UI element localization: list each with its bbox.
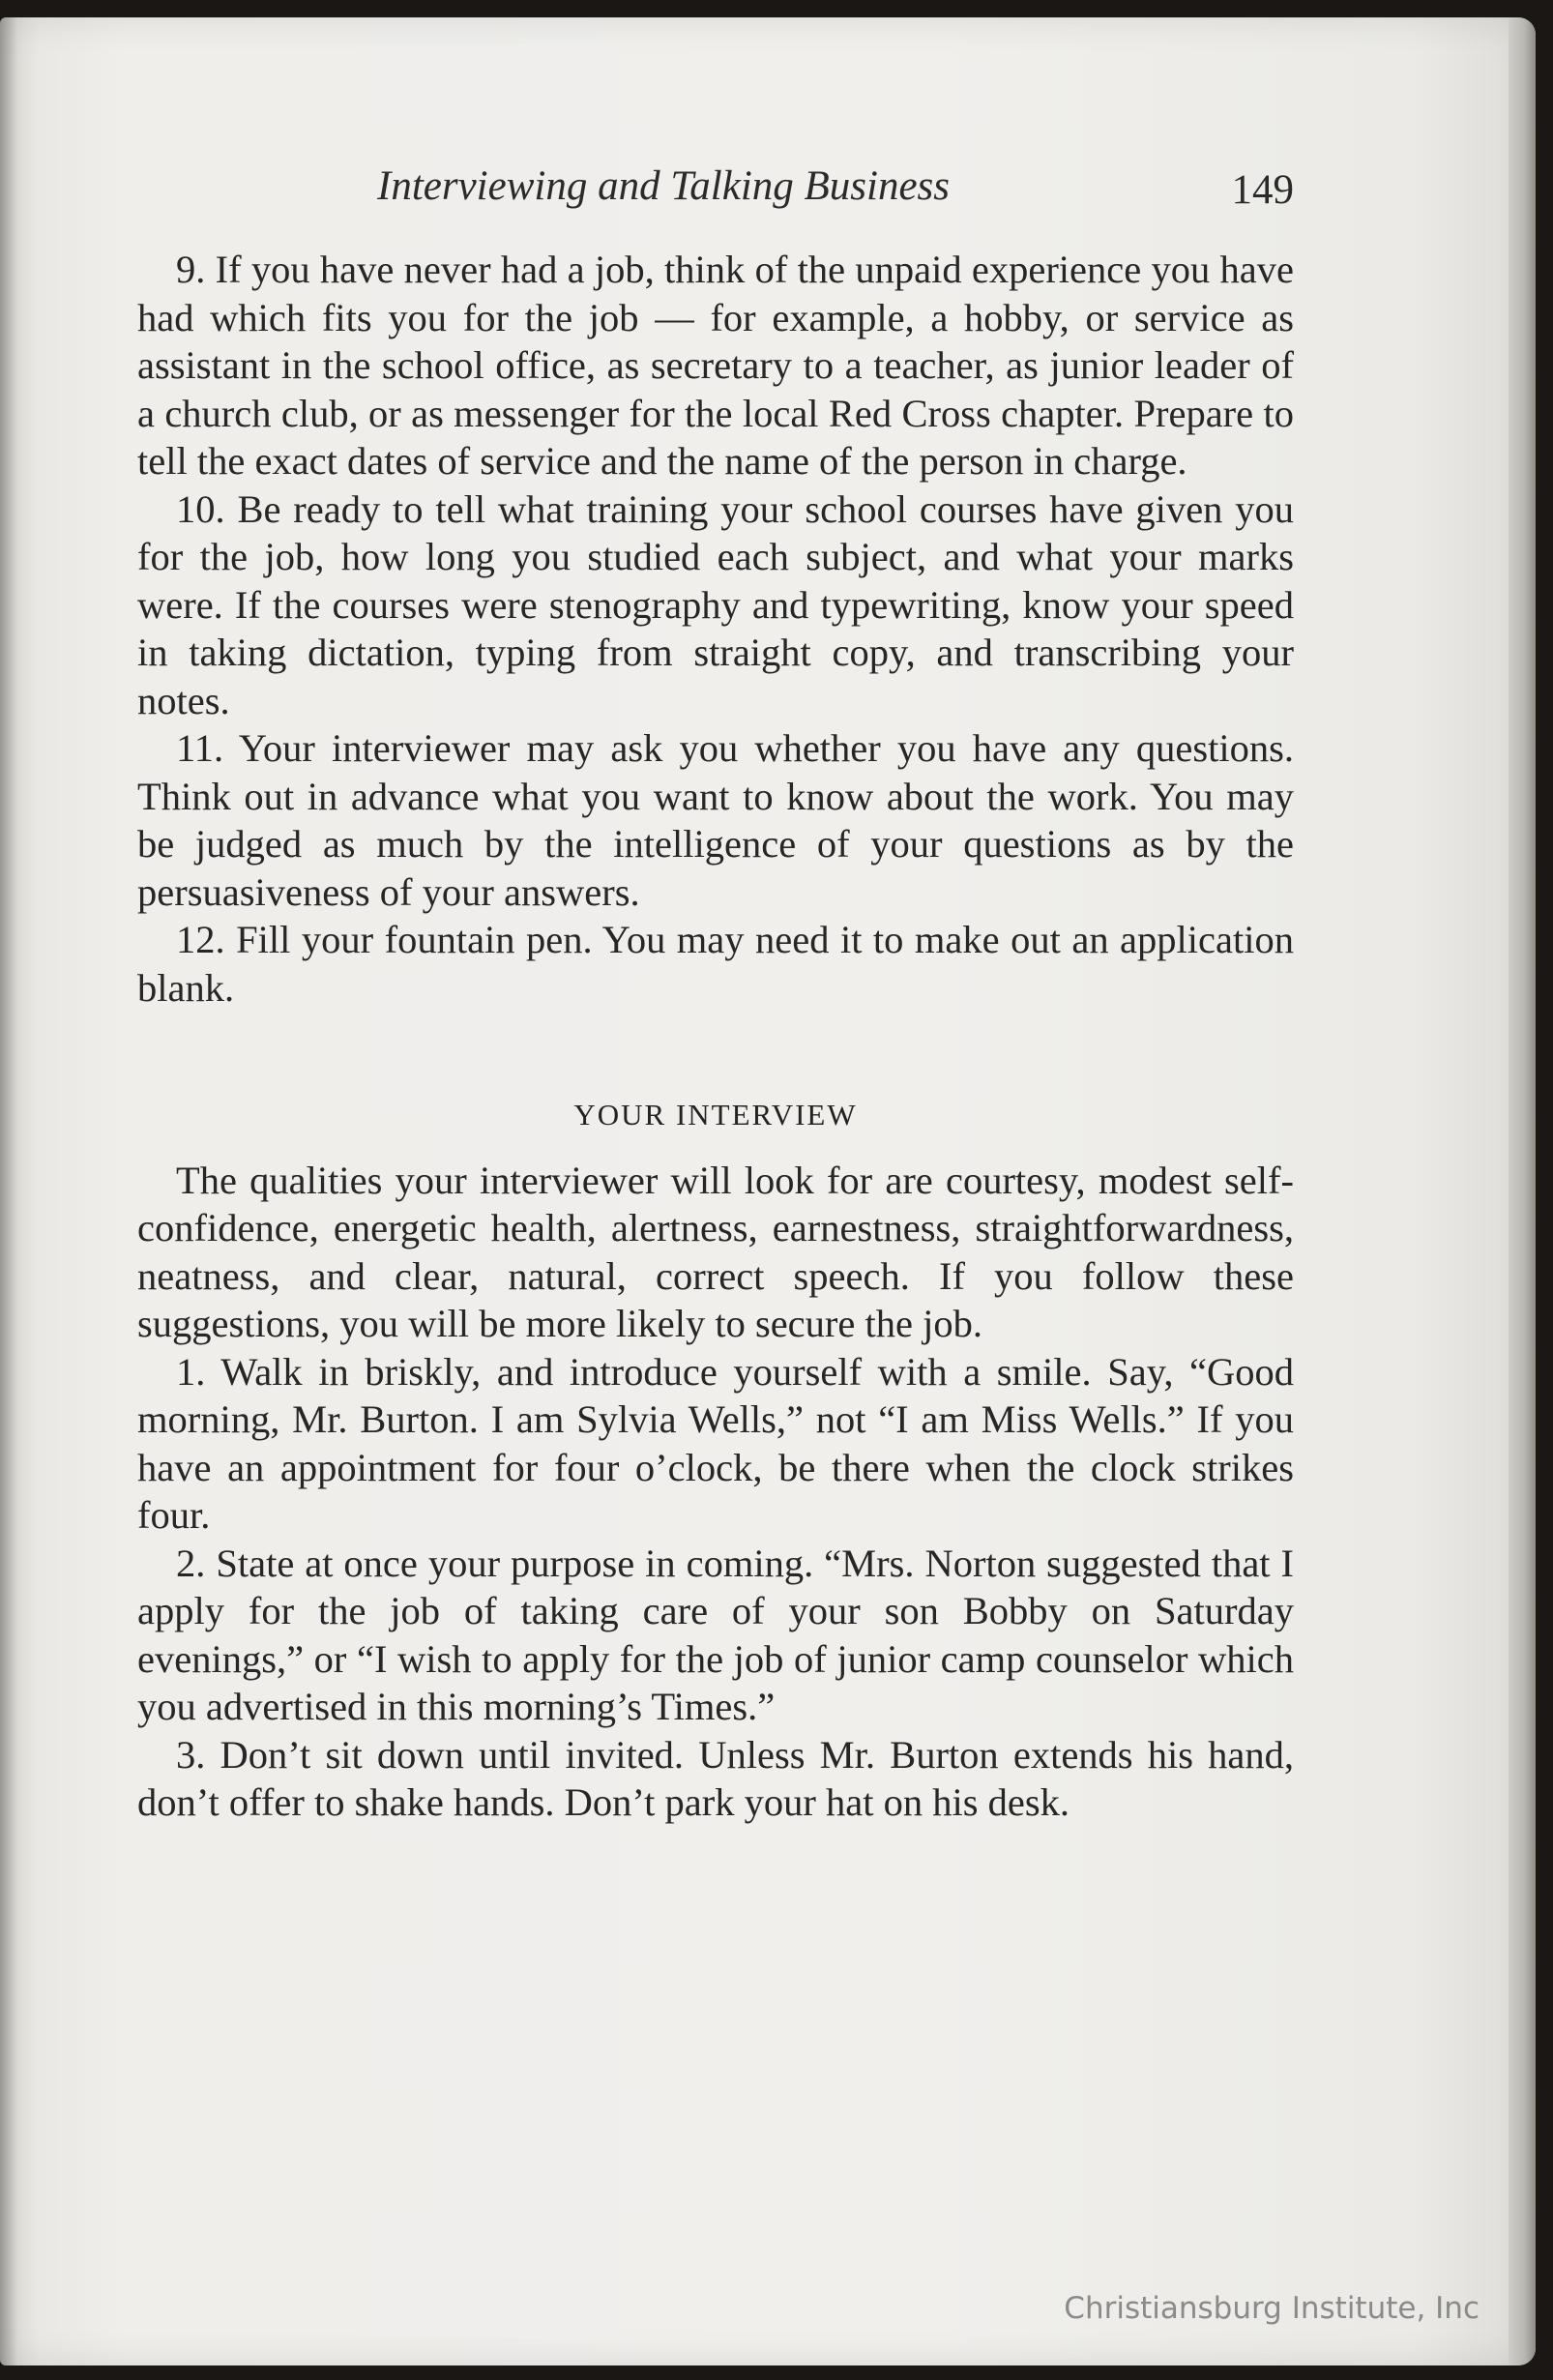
running-head-title: Interviewing and Talking Business (377, 163, 951, 209)
page-edge (1509, 17, 1536, 2365)
body-text (137, 246, 1294, 1827)
step-3: 3. Don’t sit down until invited. Unless Mr. Burton extends his hand, don’t offer to shake hands. Don’t park your hat on his desk. (137, 1732, 1294, 1824)
step-2: 2. State at once your purpose in coming. “Mrs. Norton suggested that I apply for the job of taking care of your son Bobby on Saturday evenings,” or “I wish to apply for the job of junior camp counselor which you advertised in this morning’s Times.” (137, 1541, 1294, 1728)
gutter-shadow (0, 17, 17, 2365)
paragraph-item-9: 9. If you have never had a job, think of the unpaid experience you have had which fits you for the job — for example, a hobby, or service as assistant in the school office, as secretary to a teacher, as junior leader of a church club, or as messenger for the local Red Cross chapter. Prepare to tell the exact dates of service and the name of the person in charge. (137, 248, 1294, 483)
running-head (137, 162, 1294, 220)
step-1: 1. Walk in briskly, and introduce yourself with a smile. Say, “Good morning, Mr. Burton. I am Sylvia Wells,” not “I am Miss Wells.” If you have an appointment for four o’clock, be there when the clock strikes four. (137, 1349, 1294, 1537)
book-page (0, 17, 1536, 2365)
section-heading: YOUR INTERVIEW (573, 1098, 858, 1131)
watermark: Christiansburg Institute, Inc (1064, 2291, 1480, 2326)
paragraph-item-11: 11. Your interviewer may ask you whether you have any questions. Think out in advance what you want to know about the work. You may be judged as much by the intelligence of your questions as by the persuasiveness of your answers. (137, 726, 1294, 914)
section-intro: The qualities your interviewer will look for are courtesy, modest self-confidence, energetic health, alertness, earnestness, straightforwardness, neatness, and clear, natural, correct speech. If you follow these suggestions, you will be more likely to secure the job. (137, 1158, 1294, 1345)
paragraph-item-12: 12. Fill your fountain pen. You may need it to make out an application blank. (137, 918, 1294, 1010)
paragraph-item-10: 10. Be ready to tell what training your school courses have given you for the job, how long you studied each subject, and what your marks were. If the courses were stenography and typewriting, know your speed in taking dictation, typing from straight copy, and transcribing your notes. (137, 486, 1294, 722)
page-number: 149 (1231, 167, 1294, 213)
